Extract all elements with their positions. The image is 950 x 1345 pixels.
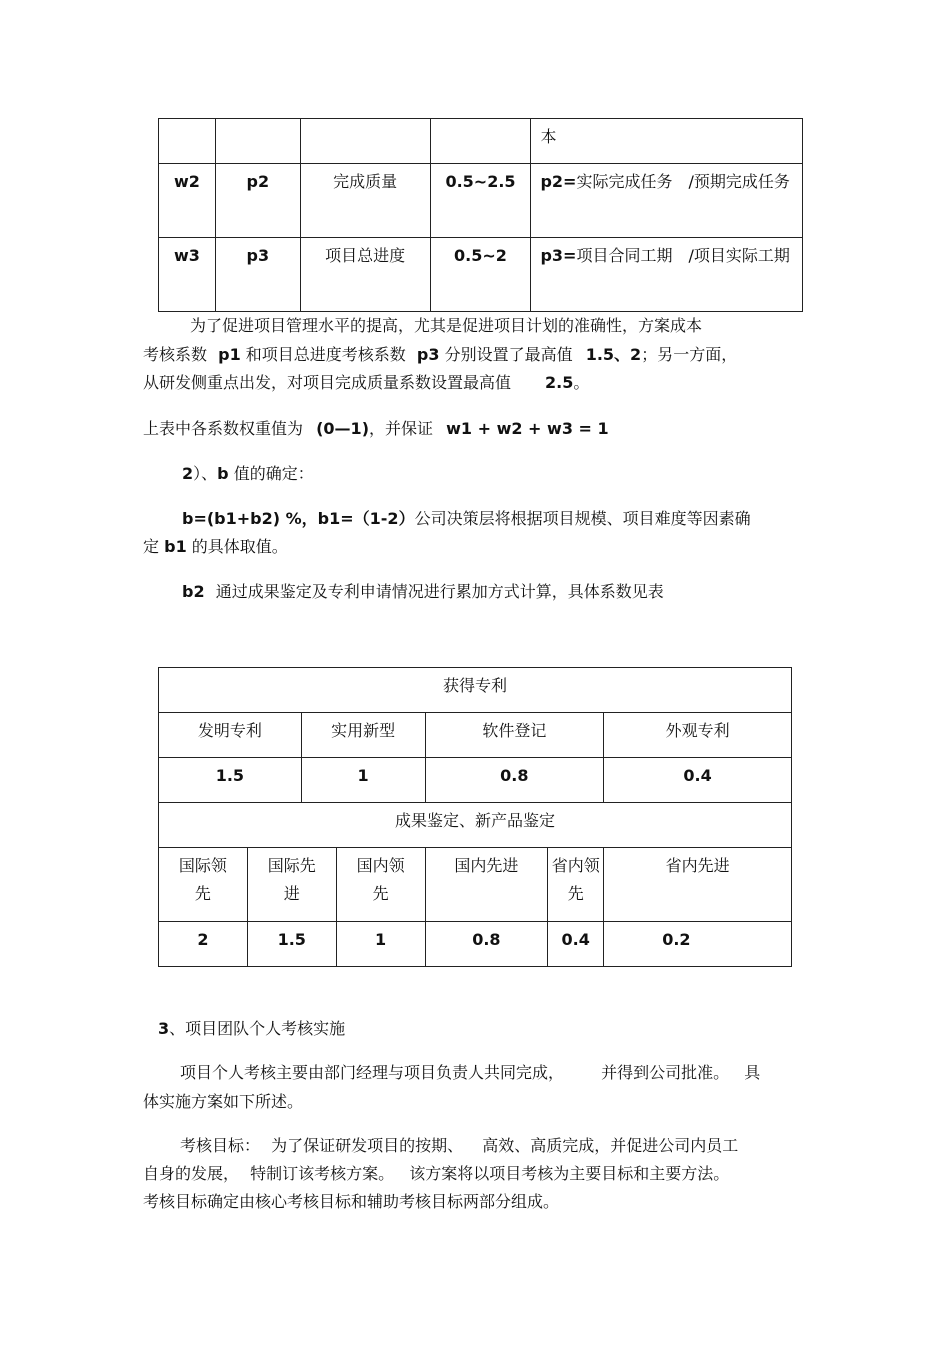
section-2-heading: 2）、b 值的确定： (182, 464, 314, 483)
table-row (159, 922, 792, 967)
table-row (159, 758, 792, 803)
para5-line1: 项目个人考核主要由部门经理与项目负责人共同完成， 并得到公司批准。 具 (180, 1063, 761, 1082)
table-row (159, 668, 792, 713)
section-3-heading: 3、项目团队个人考核实施 (158, 1019, 346, 1038)
patent-value: 1 (301, 758, 425, 803)
table-row (159, 119, 803, 164)
para5-line2: 体实施方案如下所述。 (143, 1092, 304, 1111)
table-row (159, 848, 792, 922)
bonus-coefficient-table (158, 667, 792, 967)
appraisal-type: 省内领 先 (548, 848, 604, 922)
coefficient-cell: p3 (215, 238, 300, 312)
para6-line2: 自身的发展， 特制订该考核方案。 该方案将以项目考核为主要目标和主要方法。 (143, 1164, 730, 1183)
para1-line1: 为了促进项目管理水平的提高，尤其是促进项目计划的准确性，方案成本 (190, 316, 703, 335)
para3-line2: 定 b1 的具体取值。 (143, 537, 288, 556)
formula-var: p3= (540, 246, 577, 265)
coefficient-cell (215, 119, 300, 164)
para2: 上表中各系数权重值为 (0—1)，并保证 w1 + w2 + w3 = 1 (143, 419, 609, 438)
appraisal-value: 1.5 (247, 922, 336, 967)
patent-type: 外观专利 (604, 713, 792, 758)
table-row (159, 803, 792, 848)
coefficient-cell: p2 (215, 164, 300, 238)
table-row (159, 238, 803, 312)
formula-cell (531, 119, 803, 164)
patent-header: 获得专利 (159, 668, 792, 713)
item-cell: 完成质量 (300, 164, 430, 238)
appraisal-type: 国际领 先 (159, 848, 248, 922)
patent-value: 0.4 (604, 758, 792, 803)
item-cell: 项目总进度 (300, 238, 430, 312)
patent-type: 发明专利 (159, 713, 302, 758)
appraisal-header: 成果鉴定、新产品鉴定 (159, 803, 792, 848)
para1-line2: 考核系数 p1 和项目总进度考核系数 p3 分别设置了最高值 1.5、2；另一方面， (143, 345, 738, 364)
patent-value: 0.8 (425, 758, 604, 803)
appraisal-type: 省内先进 (604, 848, 792, 922)
range-cell: 0.5~2 (430, 238, 531, 312)
appraisal-value: 2 (159, 922, 248, 967)
para1-line3: 从研发侧重点出发，对项目完成质量系数设置最高值 2.5。 (143, 373, 590, 392)
appraisal-type: 国内先进 (425, 848, 548, 922)
formula-text: 本 (540, 127, 557, 146)
formula-cell (531, 164, 803, 238)
appraisal-value: 0.4 (548, 922, 604, 967)
item-cell (300, 119, 430, 164)
range-cell (430, 119, 531, 164)
formula-var: p2= (540, 172, 577, 191)
formula-cell (531, 238, 803, 312)
table-row (159, 713, 792, 758)
patent-value: 1.5 (159, 758, 302, 803)
formula-text: 项目合同工期 /项目实际工期 (576, 246, 790, 265)
para6-line1: 考核目标： 为了保证研发项目的按期、 高效、高质完成，并促进公司内员工 (180, 1136, 739, 1155)
coefficient-table (158, 118, 803, 312)
appraisal-value: 0.2 (604, 922, 792, 967)
appraisal-value: 1 (336, 922, 425, 967)
weight-cell: w2 (159, 164, 216, 238)
para3-line1: b=(b1+b2) %，b1=（1-2）公司决策层将根据项目规模、项目难度等因素确 (182, 509, 751, 528)
para6-line3: 考核目标确定由核心考核目标和辅助考核目标两部分组成。 (143, 1192, 560, 1211)
table-row (159, 164, 803, 238)
appraisal-value: 0.8 (425, 922, 548, 967)
appraisal-type: 国内领 先 (336, 848, 425, 922)
range-cell: 0.5~2.5 (430, 164, 531, 238)
weight-cell (159, 119, 216, 164)
weight-cell: w3 (159, 238, 216, 312)
formula-text: 实际完成任务 /预期完成任务 (576, 172, 790, 191)
patent-type: 软件登记 (425, 713, 604, 758)
appraisal-type: 国际先 进 (247, 848, 336, 922)
patent-type: 实用新型 (301, 713, 425, 758)
para4: b2 通过成果鉴定及专利申请情况进行累加方式计算，具体系数见表 (182, 582, 664, 601)
